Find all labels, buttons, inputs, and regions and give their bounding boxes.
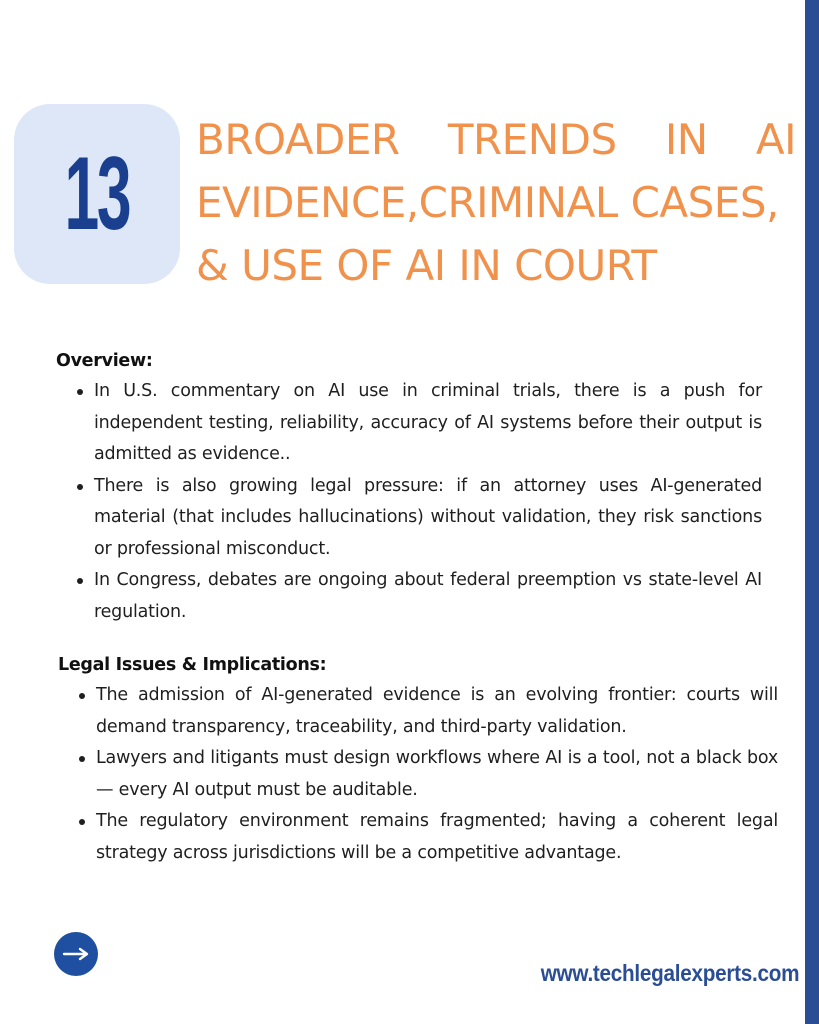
slide-number: 13 xyxy=(64,136,130,252)
list-item: In Congress, debates are ongoing about federal preemption vs state-level AI regulation. xyxy=(94,565,762,628)
website-link[interactable]: www.techlegalexperts.com xyxy=(540,960,799,986)
arrow-right-icon xyxy=(62,947,90,961)
list-item: The admission of AI-generated evidence is an evolving frontier: courts will demand transparency, traceability, and third-party validation. xyxy=(96,680,778,743)
title-word: AI xyxy=(755,115,796,164)
right-accent-bar xyxy=(805,0,819,1024)
overview-list xyxy=(56,376,762,628)
title-line-2: EVIDENCE,CRIMINAL CASES, xyxy=(196,178,779,227)
list-item: In U.S. commentary on AI use in criminal trials, there is a push for independent testing, reliability, accuracy of AI systems before their output is admitted as evidence.. xyxy=(94,376,762,471)
title-word: IN xyxy=(664,115,708,164)
title-line-1 xyxy=(196,108,796,171)
page-title xyxy=(196,108,796,297)
overview-section xyxy=(56,346,762,628)
title-word: BROADER xyxy=(196,115,400,164)
list-item: The regulatory environment remains fragmented; having a coherent legal strategy across jurisdictions will be a competitive advantage. xyxy=(96,806,778,869)
list-item: Lawyers and litigants must design workflows where AI is a tool, not a black box — every AI output must be auditable. xyxy=(96,743,778,806)
next-button[interactable] xyxy=(54,932,98,976)
title-line-3: & USE OF AI IN COURT xyxy=(196,241,657,290)
overview-heading: Overview: xyxy=(56,351,153,371)
title-word: TRENDS xyxy=(447,115,617,164)
legal-issues-list xyxy=(58,680,778,869)
legal-issues-heading: Legal Issues & Implications: xyxy=(58,655,327,675)
legal-issues-section xyxy=(58,650,778,869)
slide-number-badge xyxy=(14,104,180,284)
list-item: There is also growing legal pressure: if an attorney uses AI-generated material (that includes hallucinations) without validation, they risk sanctions or professional misconduct. xyxy=(94,471,762,566)
